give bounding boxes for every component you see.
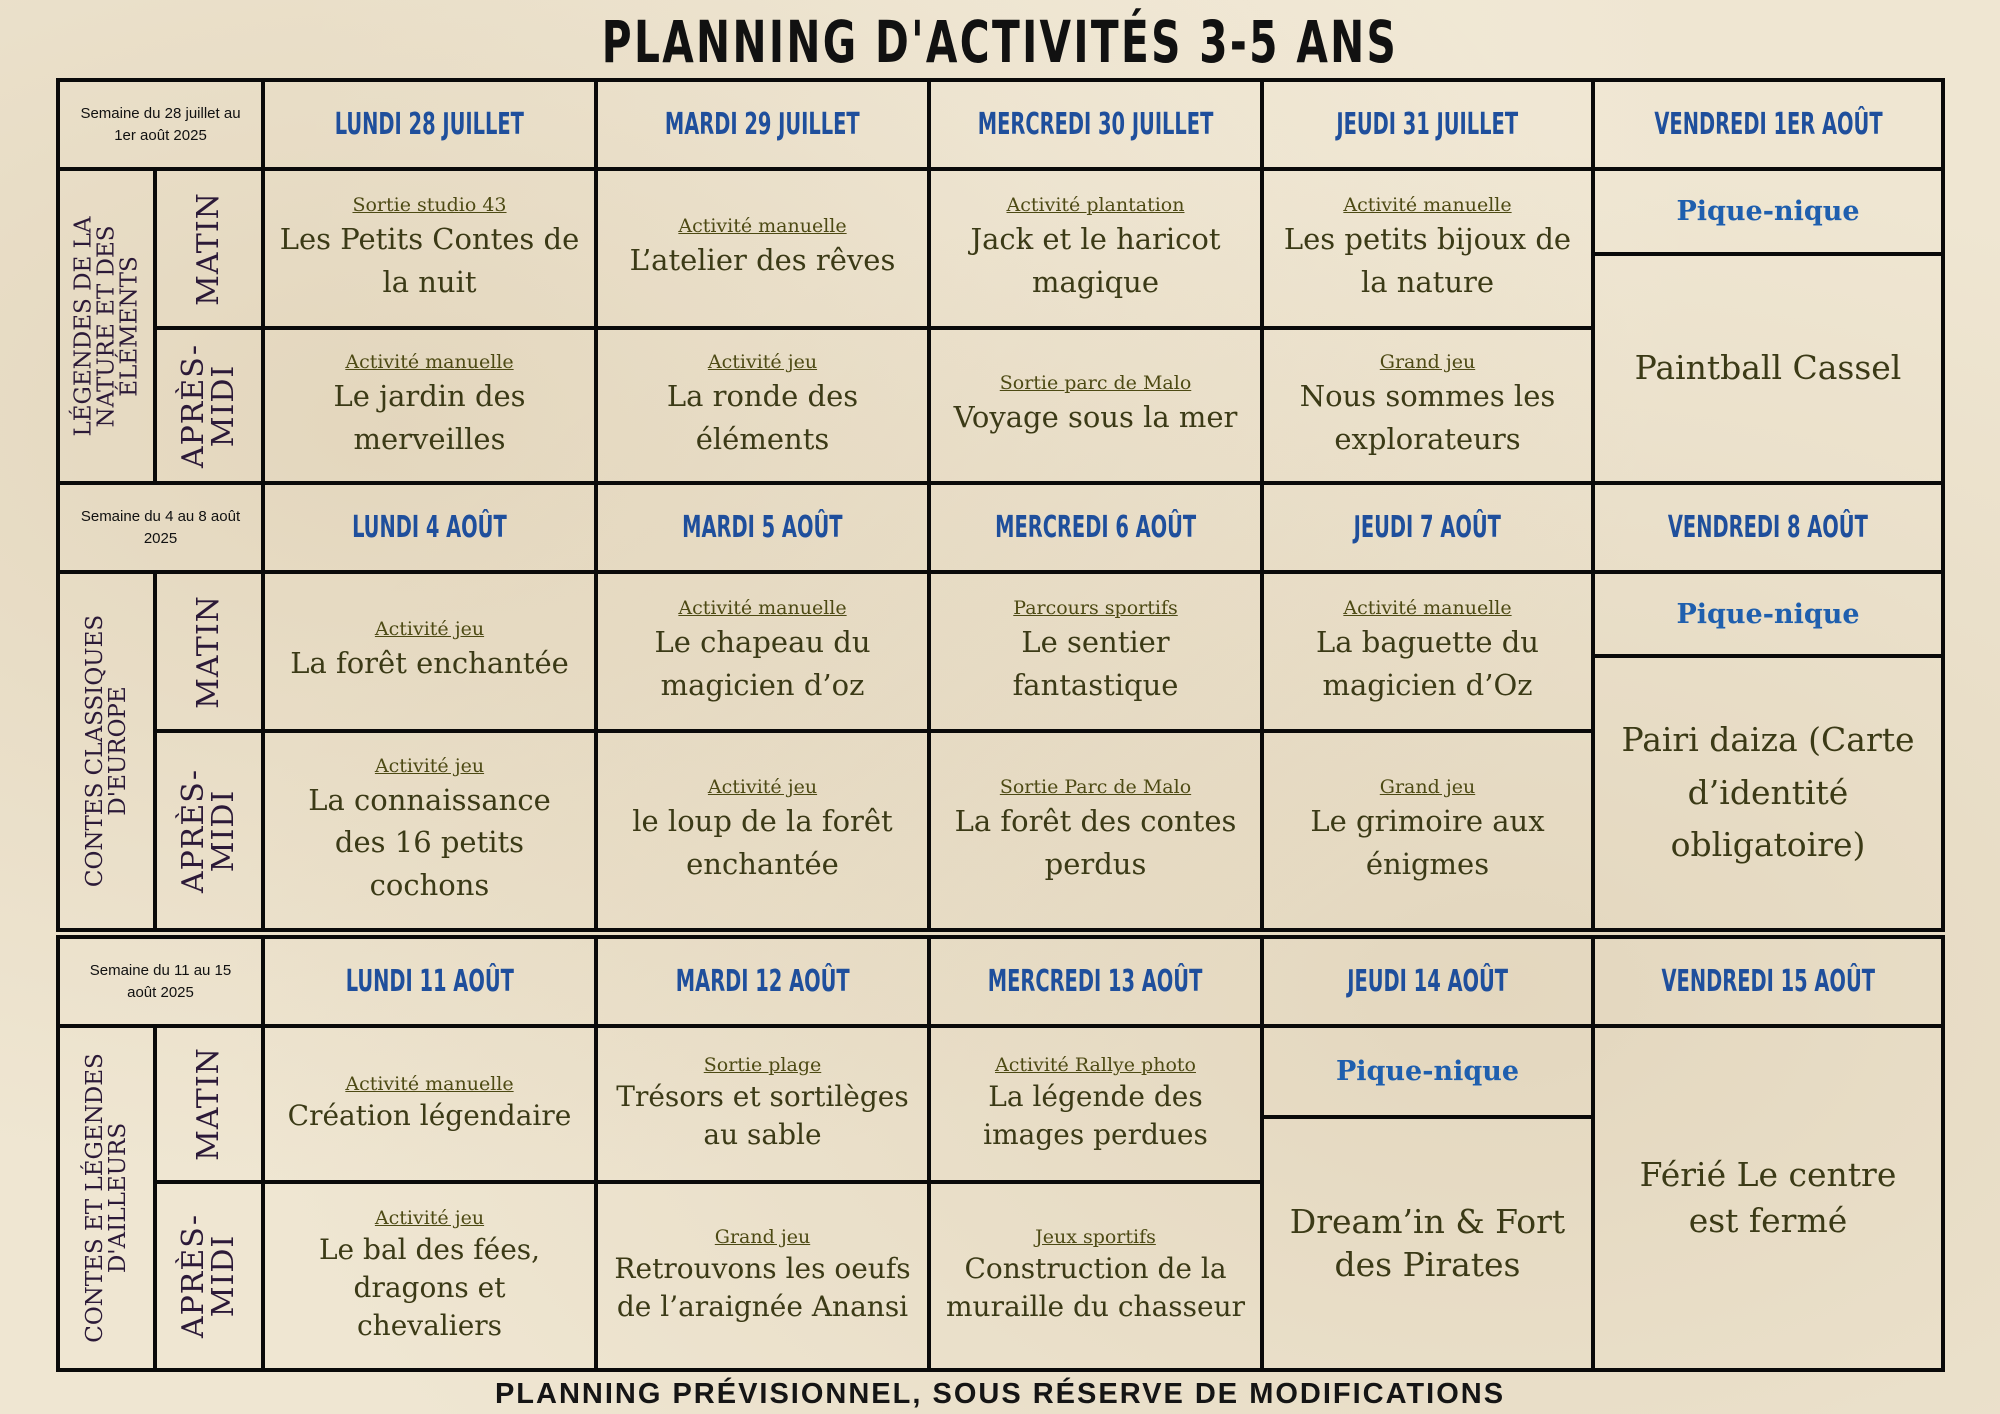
picnic-cell — [1591, 570, 1945, 658]
activity-type: Sortie plage — [703, 1054, 822, 1077]
closed-label: Férié Le centre est fermé — [1639, 1154, 1897, 1240]
activity-type: Sortie Parc de Malo — [999, 776, 1192, 799]
period-morning — [153, 570, 265, 733]
period-label: APRÈS-MIDI — [176, 343, 241, 468]
outing-cell — [1591, 654, 1945, 932]
day-label: LUNDI 4 AOÛT — [352, 510, 507, 545]
day-header — [1591, 935, 1945, 1028]
week-label-cell — [56, 78, 265, 171]
activity-cell — [1260, 167, 1595, 330]
activity-name: Le chapeau du magicien d’oz — [654, 625, 871, 702]
activity-type: Activité manuelle — [345, 351, 514, 374]
activity-cell — [594, 167, 931, 330]
activity-cell — [1260, 729, 1595, 932]
period-label: MATIN — [191, 191, 227, 306]
activity-cell — [594, 729, 931, 932]
day-label: MARDI 5 AOÛT — [682, 510, 843, 545]
day-header — [1260, 78, 1595, 171]
day-label: MERCREDI 13 AOÛT — [988, 964, 1203, 999]
week-label: Semaine du 4 au 8 août 2025 — [80, 507, 241, 547]
picnic-label: Pique-nique — [1676, 196, 1860, 227]
day-header — [1260, 481, 1595, 574]
picnic-cell — [1260, 1024, 1595, 1119]
activity-type: Activité manuelle — [345, 1073, 514, 1096]
period-afternoon — [153, 1180, 265, 1372]
activity-name: La connaissance des 16 petits cochons — [308, 783, 551, 902]
activity-name: Nous sommes les explorateurs — [1299, 379, 1556, 456]
week-label: Semaine du 28 juillet au 1er août 2025 — [80, 104, 241, 144]
activity-cell — [261, 167, 598, 330]
activity-name: Le bal des fées, dragons et chevaliers — [318, 1233, 541, 1342]
activity-name: La baguette du magicien d’Oz — [1316, 625, 1539, 702]
activity-name: Le jardin des merveilles — [333, 379, 526, 456]
theme-label: CONTES CLASSIQUES D'EUROPE — [81, 614, 131, 888]
week-label-cell — [56, 481, 265, 574]
day-label: JEUDI 7 AOÛT — [1353, 510, 1502, 545]
activity-type: Activité manuelle — [1343, 194, 1512, 217]
activity-cell — [927, 326, 1264, 485]
week-theme — [56, 570, 157, 932]
day-label: VENDREDI 8 AOÛT — [1668, 510, 1868, 545]
activity-cell — [1260, 326, 1595, 485]
period-morning — [153, 167, 265, 330]
activity-cell — [261, 570, 598, 733]
activity-type: Activité manuelle — [678, 597, 847, 620]
activity-cell — [261, 1024, 598, 1184]
theme-label: CONTES ET LÉGENDES D'AILLEURS — [81, 1053, 131, 1343]
activity-type: Parcours sportifs — [1013, 597, 1178, 620]
day-label: VENDREDI 1ER AOÛT — [1653, 107, 1883, 142]
activity-name: L’atelier des rêves — [629, 243, 896, 278]
activity-cell — [594, 1180, 931, 1372]
day-label: JEUDI 31 JUILLET — [1336, 107, 1519, 142]
activity-name: Les petits bijoux de la nature — [1283, 222, 1572, 299]
footer-note: PLANNING PRÉVISIONNEL, SOUS RÉSERVE DE MODIFICATIONS — [494, 1378, 1506, 1410]
day-header — [927, 481, 1264, 574]
activity-cell — [927, 1180, 1264, 1372]
activity-type: Activité jeu — [374, 618, 485, 641]
period-label: MATIN — [191, 594, 227, 709]
picnic-label: Pique-nique — [1335, 1056, 1520, 1087]
activity-name: Création légendaire — [287, 1099, 572, 1133]
activity-cell — [927, 570, 1264, 733]
day-header — [1591, 481, 1945, 574]
week-label: Semaine du 11 au 15 août 2025 — [89, 961, 232, 1001]
week-theme — [56, 167, 157, 485]
day-header — [594, 78, 931, 171]
day-header — [927, 935, 1264, 1028]
activity-name: La ronde des éléments — [666, 379, 859, 456]
activity-cell — [594, 1024, 931, 1184]
activity-type: Activité manuelle — [678, 215, 847, 238]
day-header — [927, 78, 1264, 171]
activity-type: Grand jeu — [714, 1226, 811, 1249]
activity-name: Le sentier fantastique — [1012, 625, 1179, 702]
day-label: MARDI 12 AOÛT — [675, 964, 850, 999]
period-afternoon — [153, 729, 265, 932]
period-label: APRÈS-MIDI — [176, 1213, 241, 1339]
week-theme — [56, 1024, 157, 1372]
activity-name: le loup de la forêt enchantée — [632, 804, 893, 881]
activity-cell — [927, 167, 1264, 330]
activity-name: La forêt des contes perdus — [954, 804, 1237, 881]
day-header — [594, 935, 931, 1028]
activity-name: Retrouvons les oeufs de l’araignée Anansi — [614, 1252, 911, 1323]
day-header — [1260, 935, 1595, 1028]
activity-type: Grand jeu — [1379, 776, 1476, 799]
activity-name: Le grimoire aux énigmes — [1310, 804, 1545, 881]
day-header — [594, 481, 931, 574]
picnic-cell — [1591, 167, 1945, 256]
day-label: MERCREDI 30 JUILLET — [977, 107, 1214, 142]
period-label: APRÈS-MIDI — [176, 768, 241, 893]
day-header — [261, 78, 598, 171]
page-title: PLANNING D'ACTIVITÉS 3-5 ANS — [601, 8, 1399, 76]
activity-name: La forêt enchantée — [290, 646, 569, 681]
outing-label: Dream’in & Fort des Pirates — [1289, 1201, 1566, 1284]
activity-cell — [927, 1024, 1264, 1184]
day-header — [261, 481, 598, 574]
activity-name: Voyage sous la mer — [953, 400, 1238, 435]
activity-name: Les Petits Contes de la nuit — [279, 222, 580, 299]
activity-name: Jack et le haricot magique — [970, 222, 1221, 299]
day-header — [261, 935, 598, 1028]
activity-type: Activité jeu — [374, 755, 485, 778]
closed-cell — [1591, 1024, 1945, 1372]
day-label: VENDREDI 15 AOÛT — [1661, 964, 1875, 999]
picnic-label: Pique-nique — [1676, 598, 1860, 630]
activity-cell — [261, 729, 598, 932]
activity-cell — [1260, 570, 1595, 733]
activity-type: Activité manuelle — [1343, 597, 1512, 620]
day-header — [1591, 78, 1945, 171]
day-label: LUNDI 11 AOÛT — [345, 964, 514, 999]
period-label: MATIN — [191, 1047, 227, 1161]
day-label: MARDI 29 JUILLET — [665, 107, 860, 142]
activity-cell — [927, 729, 1264, 932]
outing-cell — [1260, 1115, 1595, 1372]
period-afternoon — [153, 326, 265, 485]
activity-type: Activité jeu — [374, 1207, 485, 1230]
activity-cell — [261, 1180, 598, 1372]
activity-name: Trésors et sortilèges au sable — [616, 1080, 909, 1151]
activity-type: Activité plantation — [1006, 194, 1185, 217]
activity-type: Activité jeu — [707, 351, 818, 374]
activity-type: Grand jeu — [1379, 351, 1476, 374]
activity-cell — [594, 326, 931, 485]
activity-type: Sortie studio 43 — [352, 194, 507, 217]
activity-type: Activité Rallye photo — [995, 1054, 1196, 1077]
activity-type: Activité jeu — [707, 776, 818, 799]
activity-cell — [594, 570, 931, 733]
day-label: MERCREDI 6 AOÛT — [994, 510, 1197, 545]
week-label-cell — [56, 935, 265, 1028]
activity-name: La légende des images perdues — [983, 1080, 1208, 1151]
period-morning — [153, 1024, 265, 1184]
activity-type: Sortie parc de Malo — [999, 372, 1192, 395]
outing-cell — [1591, 252, 1945, 485]
activity-type: Jeux sportifs — [1035, 1226, 1156, 1249]
day-label: JEUDI 14 AOÛT — [1347, 964, 1508, 999]
day-label: LUNDI 28 JUILLET — [334, 107, 525, 142]
outing-label: Paintball Cassel — [1634, 348, 1902, 388]
activity-name: Construction de la muraille du chasseur — [946, 1252, 1245, 1323]
activity-cell — [261, 326, 598, 485]
outing-label: Pairi daiza (Carte d’identité obligatoire) — [1621, 719, 1915, 865]
theme-label: LÉGENDES DE LA NATURE ET DES ÉLÉMENTS — [70, 215, 142, 437]
